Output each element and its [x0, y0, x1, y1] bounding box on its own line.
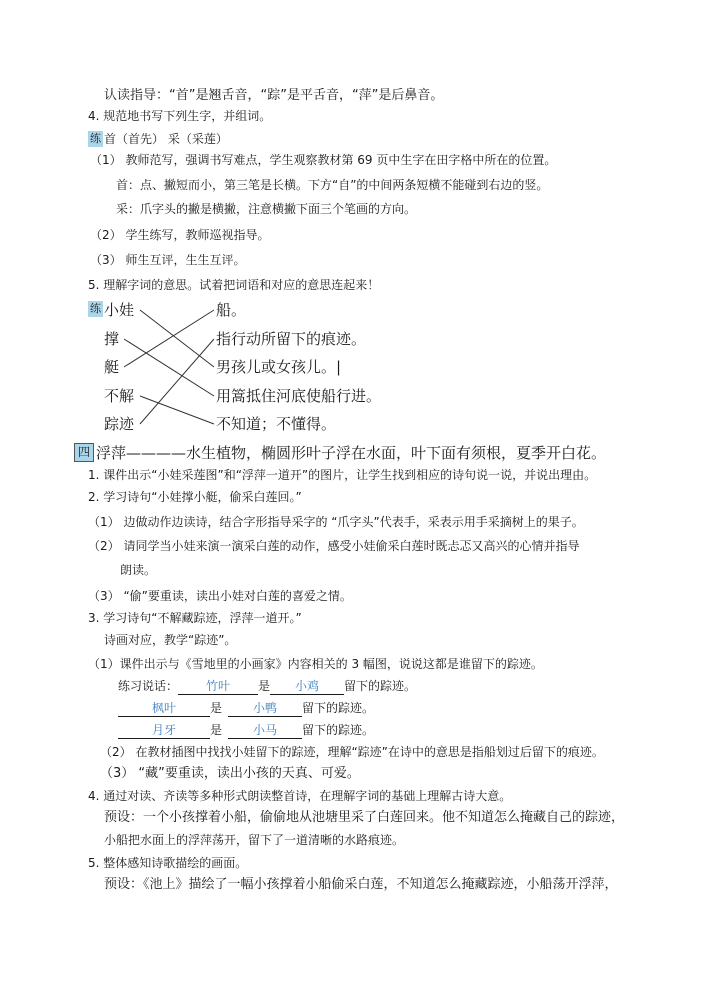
step-2-1: （1） 边做动作边读诗，结合字形指导采字的 “爪字头”代表手，采表示用手采摘树上的果子。 — [88, 515, 584, 529]
word-xiaowa: 小娃 — [104, 301, 135, 319]
sep-text: 是 — [210, 723, 223, 737]
meaning-trace: 指行动所留下的痕迹。 — [216, 330, 367, 348]
shou-note: 首：点、撇短而小，第三笔是长横。下方“自”的中间两条短横不能碰到右边的竖。 — [116, 178, 549, 192]
meaning-child: 男孩儿或女孩儿。| — [216, 358, 342, 376]
step-2-heading: 2. 学习诗句“小娃撑小艇，偷采白莲回。” — [88, 490, 302, 504]
tail-text: 留下的踪迹。 — [344, 679, 417, 693]
preset-2: 预设：《池上》描绘了一幅小孩撑着小船偷采白莲，不知道怎么掩藏踪迹，小船荡开浮萍， — [104, 877, 618, 892]
step-3-3: （3） “藏”要重读，读出小孩的天真、可爱。 — [100, 766, 360, 781]
step-4-1: （1） 教师范写，强调书写难点，学生观察教材第 69 页中生字在田字格中所在的位置。 — [90, 153, 557, 167]
step-5-perceive: 5. 整体感知诗歌描绘的画面。 — [88, 856, 248, 870]
step-3-1: （1）课件出示与《雪地里的小画家》内容相关的 3 幅图，说说这都是谁留下的踪迹。 — [88, 657, 543, 671]
match-line — [124, 339, 214, 396]
match-line — [124, 310, 214, 367]
match-line — [140, 310, 214, 367]
blank-answer: 小鸭 — [228, 700, 302, 717]
step-3-heading: 3. 学习诗句“不解藏踪迹，浮萍一道开。” — [88, 611, 302, 625]
preset-1: 预设：一个小孩撑着小船，偷偷地从池塘里采了白莲回来。他不知道怎么掩藏自己的踪迹， — [104, 810, 625, 825]
step-4-heading: 4. 规范地书写下列生字，并组词。 — [88, 109, 272, 123]
word-ting: 艇 — [104, 358, 120, 376]
blank-answer: 小马 — [228, 722, 302, 739]
practice-tag: 练 — [90, 132, 101, 145]
practice-label: 练习说话： — [118, 679, 179, 693]
practice-row-3 — [118, 722, 374, 739]
preset-1-cont: 小船把水面上的浮萍荡开，留下了一道清晰的水路痕迹。 — [104, 833, 405, 847]
sep-text: 是 — [210, 701, 223, 715]
step-2-2-cont: 朗读。 — [120, 563, 157, 577]
tail-text: 留下的踪迹。 — [302, 723, 375, 737]
reading-guide: 认读指导：“首”是翘舌音，“踪”是平舌音，“萍”是后鼻音。 — [104, 88, 444, 103]
step-2-3: （3） “偷”要重读，读出小娃对白莲的喜爱之情。 — [88, 589, 352, 603]
practice-tag-2: 练 — [90, 302, 101, 315]
fuping-definition: 浮萍————水生植物，椭圆形叶子浮在水面，叶下面有须根，夏季开白花。 — [96, 444, 607, 462]
word-cheng: 撑 — [104, 330, 120, 348]
meaning-dontknow: 不知道；不懂得。 — [216, 415, 337, 433]
step-4-2: （2） 学生练写，教师巡视指导。 — [90, 228, 270, 242]
meaning-pole: 用篙抵住河底使船行进。 — [216, 387, 382, 405]
word-zongji: 踪迹 — [104, 415, 135, 433]
characters-line: 首（首先） 采（采莲） — [104, 132, 228, 146]
sep-text: 是 — [258, 679, 271, 693]
step-2-2: （2） 请同学当小娃来演一演采白莲的动作，感受小娃偷采白莲时既忐忑又高兴的心情并指导 — [88, 539, 580, 553]
practice-row-1 — [118, 678, 416, 695]
step-4-3: （3） 师生互评，生生互评。 — [90, 253, 246, 267]
practice-row-2 — [118, 700, 374, 717]
blank-answer: 小鸡 — [270, 678, 344, 695]
match-line — [140, 339, 214, 424]
word-bujie: 不解 — [104, 387, 135, 405]
step-4-read: 4. 通过对读、齐读等多种形式朗读整首诗，在理解字词的基础上理解古诗大意。 — [88, 789, 512, 803]
cai-note: 采：爪字头的撇是横撇，注意横撇下面三个笔画的方向。 — [116, 202, 417, 216]
step-1: 1. 课件出示“小娃采莲图”和“浮萍一道开”的图片，让学生找到相应的诗句说一说，并说出理由。 — [88, 468, 597, 482]
meaning-chuan: 船。 — [216, 301, 247, 319]
step-5-heading: 5. 理解字词的意思。试着把词语和对应的意思连起来！ — [88, 278, 380, 292]
blank-answer: 月牙 — [118, 722, 210, 739]
blank-answer: 枫叶 — [118, 700, 210, 717]
tail-text: 留下的踪迹。 — [302, 701, 375, 715]
blank-answer: 竹叶 — [178, 678, 258, 695]
step-3-intro: 诗画对应，教学“踪迹”。 — [104, 633, 237, 647]
match-line — [140, 396, 214, 424]
section-number: 四 — [74, 443, 94, 462]
step-3-2: （2） 在教材插图中找找小娃留下的踪迹，理解“踪迹”在诗中的意思是指船划过后留下的痕迹。 — [100, 745, 604, 759]
